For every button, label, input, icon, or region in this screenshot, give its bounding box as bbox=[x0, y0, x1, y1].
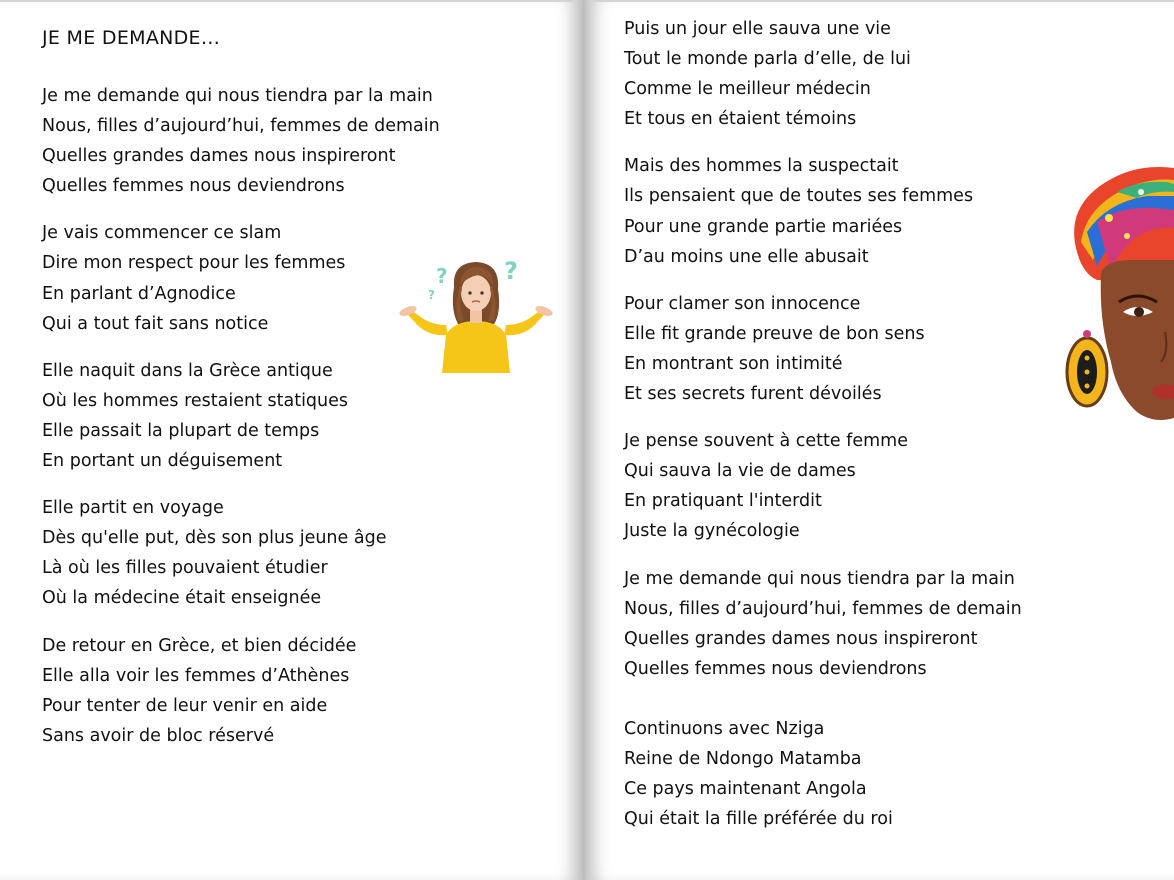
poem-line: Sans avoir de bloc réservé bbox=[42, 725, 275, 746]
poem-title: JE ME DEMANDE… bbox=[42, 27, 221, 49]
stanza bbox=[42, 218, 440, 338]
poem-line: Quelles femmes nous deviendrons bbox=[42, 176, 345, 197]
poem-line: Je me demande qui nous tiendra par la main bbox=[624, 568, 1015, 589]
african-woman-headwrap-illustration bbox=[1057, 162, 1174, 434]
question-mark-icon: ? bbox=[504, 257, 518, 285]
stanza bbox=[42, 493, 440, 613]
stanza bbox=[624, 151, 1022, 271]
poem-line: Pour tenter de leur venir en aide bbox=[42, 695, 328, 716]
page-top-edge bbox=[589, 0, 1174, 2]
poem-line: Mais des hommes la suspectait bbox=[624, 156, 899, 177]
poem-line: Juste la gynécologie bbox=[624, 521, 800, 542]
stanza bbox=[42, 81, 440, 201]
stanza bbox=[42, 631, 440, 751]
poem-line: Reine de Ndongo Matamba bbox=[624, 748, 862, 769]
right-stanzas bbox=[624, 14, 1022, 851]
poem-line: Quelles grandes dames nous inspireront bbox=[42, 146, 396, 167]
poem-line: Où les hommes restaient statiques bbox=[42, 390, 349, 411]
poem-line: Ce pays maintenant Angola bbox=[624, 779, 867, 800]
poem-line: Elle naquit dans la Grèce antique bbox=[42, 360, 333, 381]
poem-line: En montrant son intimité bbox=[624, 353, 843, 374]
poem-line: Quelles grandes dames nous inspireront bbox=[624, 628, 978, 649]
poem-line: D’au moins une elle abusait bbox=[624, 246, 869, 267]
poem-line: Elle alla voir les femmes d’Athènes bbox=[42, 665, 350, 686]
poem-line: Là où les filles pouvaient étudier bbox=[42, 558, 328, 579]
poem-line: Je me demande qui nous tiendra par la main bbox=[42, 86, 433, 106]
stanza bbox=[624, 564, 1022, 684]
stanza bbox=[624, 714, 1022, 834]
poem-line: Je vais commencer ce slam bbox=[42, 223, 282, 244]
poem-line: En parlant d’Agnodice bbox=[42, 283, 236, 304]
poem-line: Elle fit grande preuve de bon sens bbox=[624, 323, 925, 344]
poem-line: Pour une grande partie mariées bbox=[624, 216, 903, 237]
poem-line: Nous, filles d’aujourd’hui, femmes de demain bbox=[42, 116, 440, 137]
poem-line: En portant un déguisement bbox=[42, 451, 283, 472]
poem-line: Dès qu'elle put, dès son plus jeune âge bbox=[42, 528, 387, 549]
poem-line: Comme le meilleur médecin bbox=[624, 79, 871, 100]
poem-line: Pour clamer son innocence bbox=[624, 293, 861, 314]
poem-line: En pratiquant l'interdit bbox=[624, 491, 822, 512]
question-mark-icon: ? bbox=[436, 264, 448, 288]
poem-line: Et tous en étaient témoins bbox=[624, 109, 857, 130]
question-mark-icon: ? bbox=[428, 288, 435, 302]
stanza bbox=[42, 356, 440, 476]
poem-line: Qui a tout fait sans notice bbox=[42, 313, 269, 334]
poem-line: Où la médecine était enseignée bbox=[42, 588, 322, 609]
stanza bbox=[624, 14, 1022, 134]
page-top-edge bbox=[0, 0, 578, 2]
poem-line: Elle partit en voyage bbox=[42, 498, 224, 519]
poem-line: De retour en Grèce, et bien décidée bbox=[42, 635, 357, 656]
book-gutter bbox=[578, 0, 589, 880]
stanza bbox=[624, 289, 1022, 409]
poem-line: Qui était la fille préférée du roi bbox=[624, 809, 893, 830]
poem-line: Nous, filles d’aujourd’hui, femmes de demain bbox=[624, 598, 1022, 619]
confused-woman-illustration bbox=[396, 255, 556, 373]
right-page bbox=[589, 0, 1174, 880]
poem-line: Ils pensaient que de toutes ses femmes bbox=[624, 186, 974, 207]
poem-line: Qui sauva la vie de dames bbox=[624, 461, 856, 482]
left-page bbox=[0, 0, 578, 880]
stanza bbox=[624, 426, 1022, 546]
poem-line: Puis un jour elle sauva une vie bbox=[624, 19, 891, 39]
left-stanzas bbox=[42, 81, 440, 768]
poem-line: Je pense souvent à cette femme bbox=[624, 431, 908, 452]
poem-line: Continuons avec Nziga bbox=[624, 718, 825, 739]
poem-line: Tout le monde parla d’elle, de lui bbox=[624, 49, 911, 70]
poem-line: Quelles femmes nous deviendrons bbox=[624, 658, 927, 679]
poem-line: Et ses secrets furent dévoilés bbox=[624, 384, 882, 405]
poem-line: Elle passait la plupart de temps bbox=[42, 420, 320, 441]
poem-line: Dire mon respect pour les femmes bbox=[42, 253, 346, 274]
